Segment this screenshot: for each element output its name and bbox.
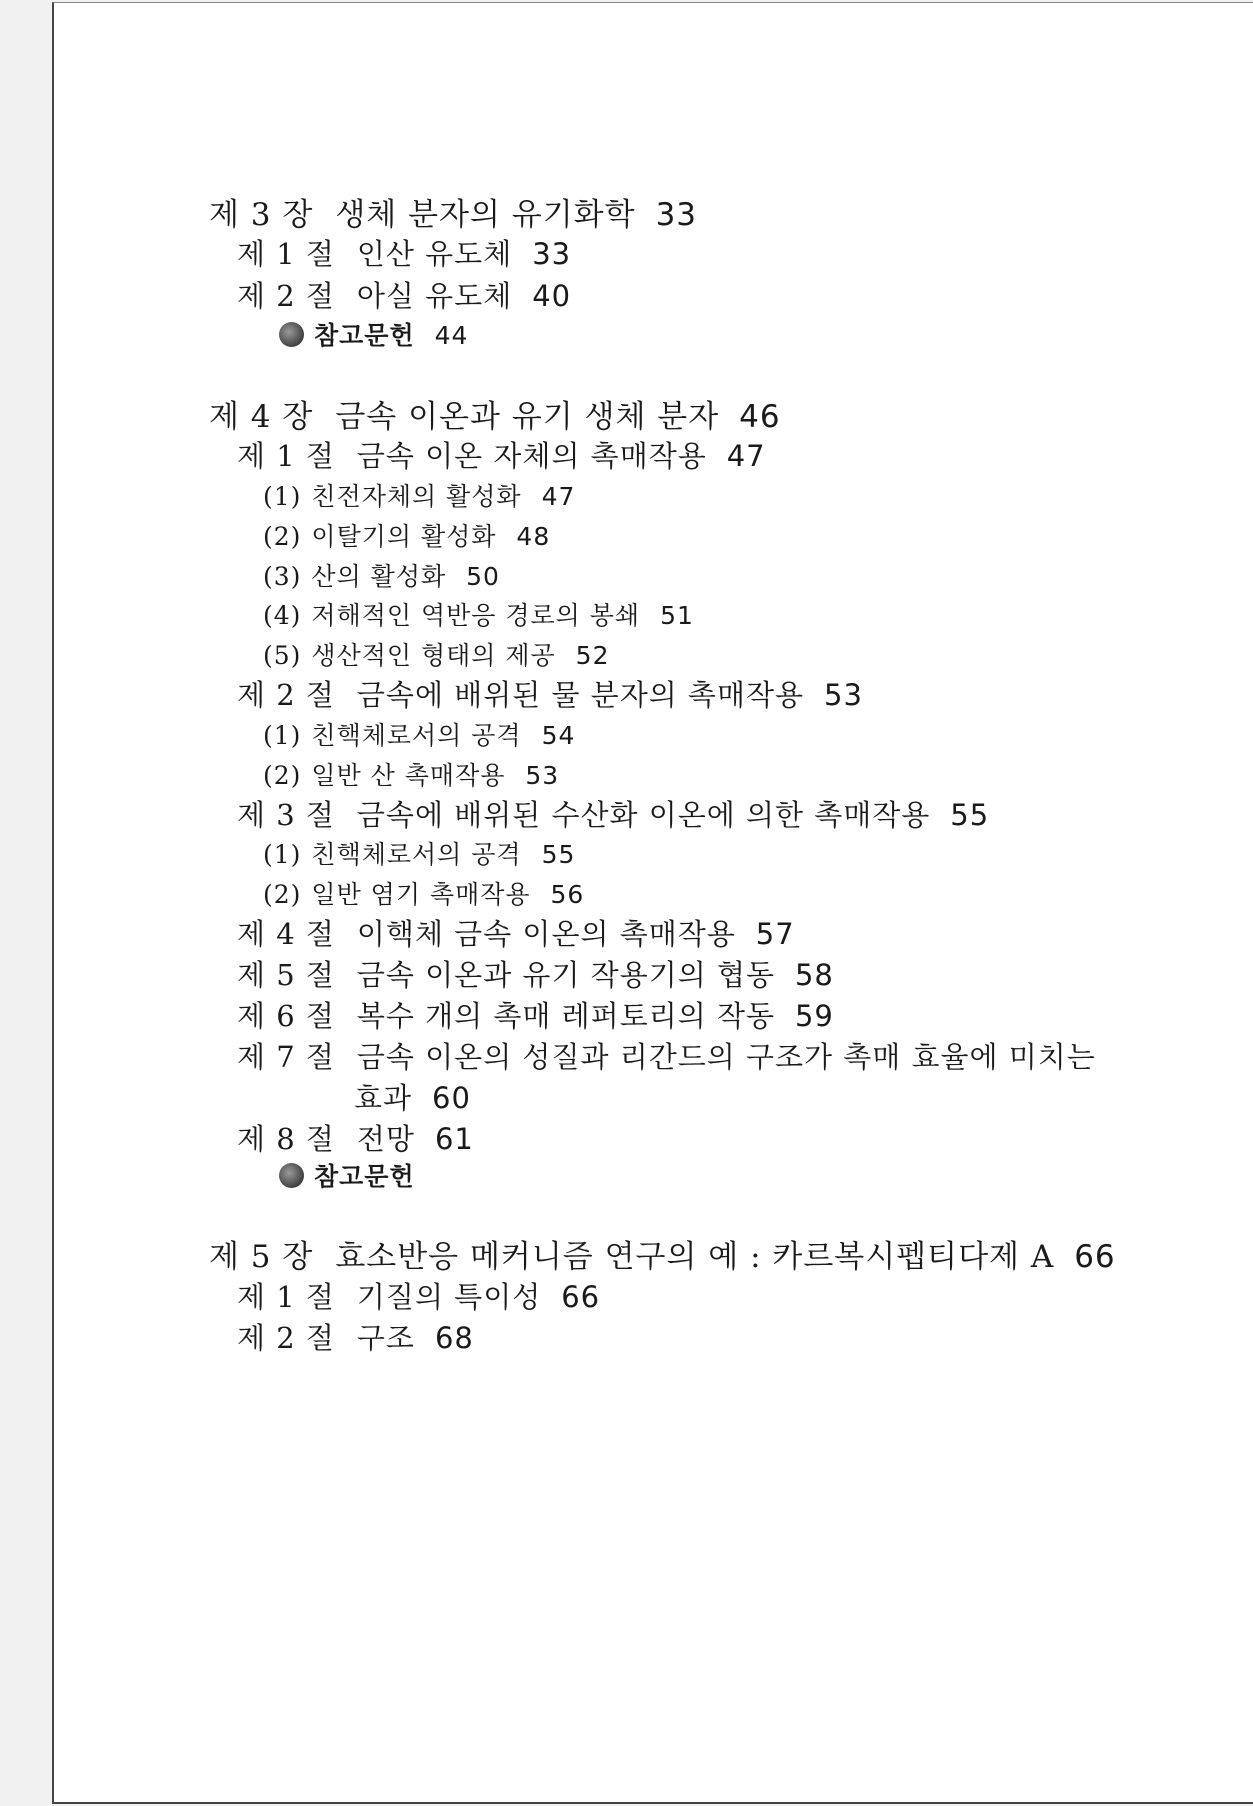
page-number: 55 [541, 840, 576, 869]
bullet-icon [279, 1163, 304, 1188]
section-title: 금속에 배위된 물 분자의 촉매작용 [356, 678, 804, 712]
toc-ch4-section-1[interactable] [237, 434, 766, 475]
item-title: 생산적인 형태의 제공 [311, 641, 556, 670]
item-label: (1) [263, 840, 302, 869]
section-title: 금속에 배위된 수산화 이온에 의한 촉매작용 [356, 798, 931, 832]
page-number: 54 [541, 721, 576, 750]
references-title: 참고문헌 [314, 321, 415, 350]
chapter-label: 제 3 장 [209, 197, 314, 233]
chapter-title: 생체 분자의 유기화학 [335, 197, 636, 233]
item-label: (2) [263, 761, 302, 790]
toc-ch4-references[interactable] [279, 1157, 415, 1193]
section-title: 금속 이온 자체의 촉매작용 [356, 439, 707, 473]
toc-ch4-s1-item-5[interactable] [263, 636, 609, 672]
item-label: (2) [263, 522, 302, 551]
section-label: 제 2 절 [237, 678, 335, 712]
page-number: 55 [950, 798, 990, 832]
section-title: 이핵체 금속 이온의 촉매작용 [356, 917, 736, 951]
item-label: (1) [263, 721, 302, 750]
section-label: 제 6 절 [237, 999, 335, 1033]
page-number: 53 [824, 678, 863, 712]
chapter-label: 제 4 장 [209, 399, 314, 435]
toc-ch5-section-1[interactable] [237, 1275, 600, 1316]
section-label: 제 8 절 [237, 1122, 335, 1156]
section-title: 구조 [356, 1321, 415, 1355]
toc-ch4-s2-item-1[interactable] [263, 716, 575, 752]
section-title: 인산 유도체 [356, 237, 513, 271]
toc-ch4-s1-item-1[interactable] [263, 477, 575, 513]
toc-ch5-section-2[interactable] [237, 1316, 474, 1357]
toc-ch4-section-3[interactable] [237, 793, 989, 834]
toc-ch4-s2-item-2[interactable] [263, 756, 559, 792]
references-title: 참고문헌 [314, 1162, 415, 1191]
item-label: (5) [263, 641, 302, 670]
page-number: 46 [739, 399, 781, 435]
section-label: 제 5 절 [237, 958, 335, 992]
section-label: 제 3 절 [237, 798, 335, 832]
page-number: 47 [726, 439, 766, 473]
section-title: 전망 [356, 1122, 415, 1156]
page-number: 57 [755, 917, 795, 951]
item-label: (4) [263, 601, 302, 630]
page-number: 44 [434, 321, 469, 350]
bullet-icon [279, 322, 304, 347]
page-number: 33 [532, 237, 572, 271]
section-label: 제 1 절 [237, 439, 335, 473]
toc-chapter-5[interactable] [209, 1231, 1116, 1276]
section-title: 기질의 특이성 [356, 1280, 542, 1314]
page-number: 66 [561, 1280, 601, 1314]
page-number: 58 [794, 958, 834, 992]
toc-ch4-s3-item-1[interactable] [263, 835, 575, 871]
section-label: 제 7 절 [237, 1040, 335, 1074]
section-title: 복수 개의 촉매 레퍼토리의 작동 [356, 999, 775, 1033]
toc-ch4-section-7[interactable] [237, 1035, 1096, 1076]
page-number: 68 [434, 1321, 474, 1355]
toc-ch4-section-4[interactable] [237, 912, 795, 953]
section-label: 제 2 절 [237, 279, 335, 313]
item-title: 이탈기의 활성화 [311, 522, 497, 551]
book-page [52, 2, 1253, 1804]
toc-ch4-s1-item-2[interactable] [263, 517, 550, 553]
page-number: 53 [525, 761, 560, 790]
section-title: 금속 이온과 유기 작용기의 협동 [356, 958, 775, 992]
page-number: 66 [1074, 1239, 1116, 1275]
chapter-title: 효소반응 메커니즘 연구의 예 : 카르복시펩티다제 A [335, 1239, 1055, 1275]
toc-ch4-s1-item-3[interactable] [263, 557, 500, 593]
item-label: (2) [263, 880, 302, 909]
item-title: 친핵체로서의 공격 [311, 840, 522, 869]
item-label: (1) [263, 482, 302, 511]
page-number: 59 [794, 999, 834, 1033]
toc-ch3-section-1[interactable] [237, 232, 571, 273]
toc-chapter-4[interactable] [209, 391, 781, 436]
section-title: 아실 유도체 [356, 279, 513, 313]
section-title-continued: 효과 [354, 1081, 413, 1115]
toc-ch4-s3-item-2[interactable] [263, 875, 584, 911]
toc-ch3-section-2[interactable] [237, 274, 571, 315]
page-number: 56 [550, 880, 585, 909]
toc-ch4-section-6[interactable] [237, 994, 834, 1035]
toc-ch4-s1-item-4[interactable] [263, 596, 694, 632]
item-title: 산의 활성화 [311, 562, 447, 591]
page-number: 52 [575, 641, 610, 670]
page-number: 50 [466, 562, 500, 591]
section-label: 제 1 절 [237, 237, 335, 271]
section-label: 제 2 절 [237, 1321, 335, 1355]
section-title: 금속 이온의 성질과 리간드의 구조가 촉매 효율에 미치는 [356, 1040, 1096, 1074]
toc-ch4-section-7-continued[interactable] [354, 1076, 471, 1117]
toc-ch4-section-8[interactable] [237, 1117, 474, 1158]
section-label: 제 1 절 [237, 1280, 335, 1314]
toc-ch3-references[interactable] [279, 316, 468, 352]
page-number: 60 [432, 1081, 471, 1115]
item-title: 친전자체의 활성화 [311, 482, 522, 511]
chapter-label: 제 5 장 [209, 1239, 314, 1275]
item-title: 저해적인 역반응 경로의 봉쇄 [311, 601, 641, 630]
section-label: 제 4 절 [237, 917, 335, 951]
page-number: 47 [541, 482, 576, 511]
chapter-title: 금속 이온과 유기 생체 분자 [335, 399, 720, 435]
toc-chapter-3[interactable] [209, 189, 697, 234]
page-number: 51 [660, 601, 694, 630]
item-title: 일반 염기 촉매작용 [311, 880, 531, 909]
page-number: 48 [516, 522, 551, 551]
page-number: 40 [532, 279, 572, 313]
item-title: 친핵체로서의 공격 [311, 721, 522, 750]
item-label: (3) [263, 562, 302, 591]
item-title: 일반 산 촉매작용 [311, 761, 506, 790]
page-number: 33 [655, 197, 698, 233]
page-number: 61 [434, 1122, 474, 1156]
toc-ch4-section-5[interactable] [237, 953, 834, 994]
toc-ch4-section-2[interactable] [237, 673, 863, 714]
